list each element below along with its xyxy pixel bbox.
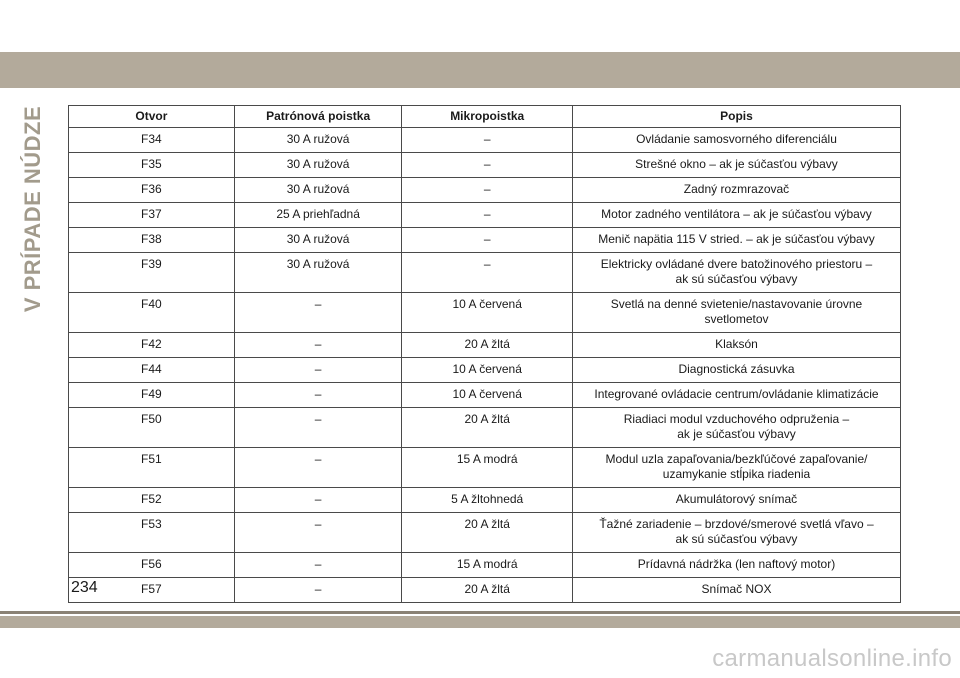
cell-popis: Strešné okno – ak je súčasťou výbavy	[572, 153, 900, 178]
cell-otvor: F40	[69, 293, 235, 333]
table-row	[69, 228, 901, 253]
table-row	[69, 383, 901, 408]
cell-patronova-poistka: –	[234, 358, 402, 383]
cell-patronova-poistka: –	[234, 553, 402, 578]
cell-patronova-poistka: 30 A ružová	[234, 228, 402, 253]
cell-otvor: F49	[69, 383, 235, 408]
table-row	[69, 178, 901, 203]
cell-mikropoistka: –	[402, 178, 573, 203]
watermark: carmanualsonline.info	[712, 645, 952, 672]
cell-otvor: F36	[69, 178, 235, 203]
cell-otvor: F39	[69, 253, 235, 293]
cell-mikropoistka: –	[402, 228, 573, 253]
cell-patronova-poistka: –	[234, 383, 402, 408]
cell-otvor: F56	[69, 553, 235, 578]
cell-patronova-poistka: 30 A ružová	[234, 128, 402, 153]
table-row	[69, 553, 901, 578]
cell-patronova-poistka: –	[234, 333, 402, 358]
cell-mikropoistka: 20 A žltá	[402, 513, 573, 553]
cell-mikropoistka: 20 A žltá	[402, 333, 573, 358]
header-patronova-poistka: Patrónová poistka	[234, 106, 402, 128]
cell-otvor: F52	[69, 488, 235, 513]
table-row	[69, 578, 901, 603]
cell-mikropoistka: 10 A červená	[402, 293, 573, 333]
table-row	[69, 128, 901, 153]
cell-otvor: F42	[69, 333, 235, 358]
cell-mikropoistka: –	[402, 153, 573, 178]
header-mikropoistka: Mikropoistka	[402, 106, 573, 128]
cell-patronova-poistka: 30 A ružová	[234, 253, 402, 293]
table-row	[69, 333, 901, 358]
cell-patronova-poistka: 30 A ružová	[234, 153, 402, 178]
cell-mikropoistka: 15 A modrá	[402, 553, 573, 578]
section-side-label	[8, 100, 58, 318]
cell-popis: Integrované ovládacie centrum/ovládanie klimatizácie	[572, 383, 900, 408]
cell-mikropoistka: 10 A červená	[402, 383, 573, 408]
header-otvor: Otvor	[69, 106, 235, 128]
cell-patronova-poistka: –	[234, 408, 402, 448]
cell-patronova-poistka: –	[234, 488, 402, 513]
cell-patronova-poistka: –	[234, 578, 402, 603]
table-row	[69, 513, 901, 553]
cell-otvor: F51	[69, 448, 235, 488]
cell-popis: Motor zadného ventilátora – ak je súčasťou výbavy	[572, 203, 900, 228]
cell-mikropoistka: 20 A žltá	[402, 578, 573, 603]
cell-otvor: F38	[69, 228, 235, 253]
table-row	[69, 448, 901, 488]
cell-otvor: F44	[69, 358, 235, 383]
table-row	[69, 358, 901, 383]
cell-patronova-poistka: 25 A priehľadná	[234, 203, 402, 228]
cell-popis: Svetlá na denné svietenie/nastavovanie úrovne svetlometov	[572, 293, 900, 333]
table-header-row	[69, 106, 901, 128]
cell-popis: Snímač NOX	[572, 578, 900, 603]
header-popis: Popis	[572, 106, 900, 128]
cell-mikropoistka: 20 A žltá	[402, 408, 573, 448]
cell-mikropoistka: 10 A červená	[402, 358, 573, 383]
cell-popis: Elektricky ovládané dvere batožinového priestoru – ak sú súčasťou výbavy	[572, 253, 900, 293]
cell-popis: Prídavná nádržka (len naftový motor)	[572, 553, 900, 578]
table-row	[69, 293, 901, 333]
page-number: 234	[71, 579, 98, 596]
cell-popis: Akumulátorový snímač	[572, 488, 900, 513]
cell-patronova-poistka: –	[234, 448, 402, 488]
cell-otvor: F50	[69, 408, 235, 448]
table-row	[69, 488, 901, 513]
cell-popis: Diagnostická zásuvka	[572, 358, 900, 383]
bottom-decorative-band	[0, 616, 960, 628]
section-title: V PRÍPADE NÚDZE	[20, 105, 45, 313]
cell-mikropoistka: –	[402, 203, 573, 228]
table-row	[69, 203, 901, 228]
fuse-table	[68, 105, 901, 603]
table-row	[69, 253, 901, 293]
cell-popis: Riadiaci modul vzduchového odpruženia – ak je súčasťou výbavy	[572, 408, 900, 448]
cell-otvor: F37	[69, 203, 235, 228]
cell-popis: Modul uzla zapaľovania/bezkľúčové zapaľovanie/ uzamykanie stĺpika riadenia	[572, 448, 900, 488]
cell-popis: Ovládanie samosvorného diferenciálu	[572, 128, 900, 153]
cell-otvor: F34	[69, 128, 235, 153]
cell-patronova-poistka: 30 A ružová	[234, 178, 402, 203]
table-row	[69, 408, 901, 448]
cell-popis: Klaksón	[572, 333, 900, 358]
cell-popis: Menič napätia 115 V stried. – ak je súčasťou výbavy	[572, 228, 900, 253]
cell-mikropoistka: –	[402, 128, 573, 153]
cell-popis: Zadný rozmrazovač	[572, 178, 900, 203]
cell-otvor: F53	[69, 513, 235, 553]
cell-popis: Ťažné zariadenie – brzdové/smerové svetlá vľavo – ak sú súčasťou výbavy	[572, 513, 900, 553]
cell-mikropoistka: 15 A modrá	[402, 448, 573, 488]
cell-otvor: F35	[69, 153, 235, 178]
top-decorative-band	[0, 52, 960, 88]
cell-otvor: F57	[69, 578, 235, 603]
table-row	[69, 153, 901, 178]
cell-patronova-poistka: –	[234, 513, 402, 553]
fuse-table-body	[69, 128, 901, 603]
cell-patronova-poistka: –	[234, 293, 402, 333]
bottom-divider	[0, 611, 960, 614]
cell-mikropoistka: 5 A žltohnedá	[402, 488, 573, 513]
cell-mikropoistka: –	[402, 253, 573, 293]
